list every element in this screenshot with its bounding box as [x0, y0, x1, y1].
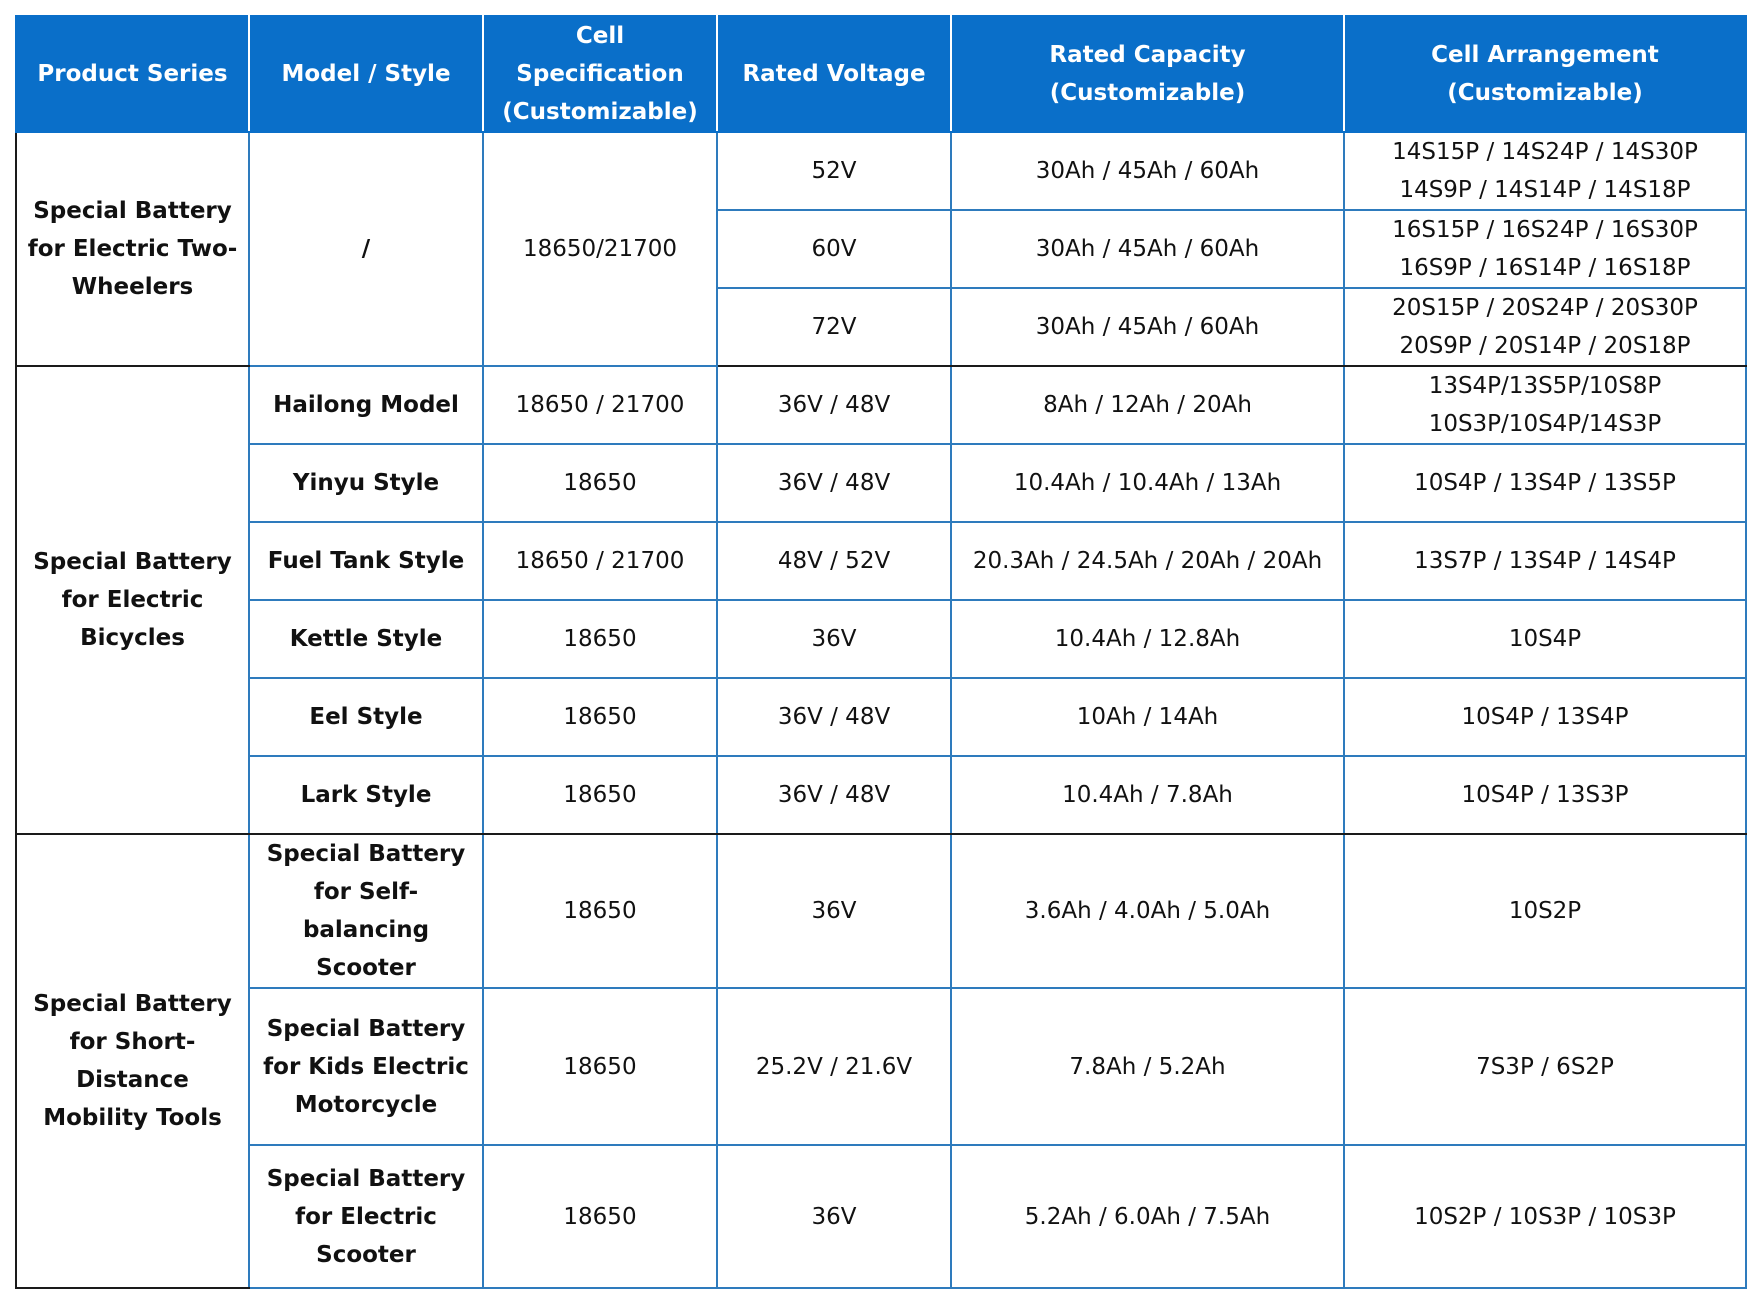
model-cell: Special Battery for Kids Electric Motorcycle [249, 988, 483, 1145]
capacity-cell: 10.4Ah / 12.8Ah [951, 600, 1344, 678]
arrangement-cell [1344, 366, 1746, 444]
header-row [16, 16, 1746, 132]
cell-spec-cell: 18650 [483, 988, 717, 1145]
arrangement-line: 14S9P / 14S14P / 14S18P [1399, 177, 1691, 203]
header-product-series: Product Series [16, 16, 249, 132]
arrangement-cell: 10S4P / 13S4P [1344, 678, 1746, 756]
capacity-cell: 7.8Ah / 5.2Ah [951, 988, 1344, 1145]
arrangement-line: 20S9P / 20S14P / 20S18P [1399, 333, 1691, 359]
cell-spec-cell: 18650 [483, 600, 717, 678]
capacity-cell: 10Ah / 14Ah [951, 678, 1344, 756]
series-cell-two-wheelers: Special Battery for Electric Two-Wheelers [16, 132, 249, 366]
cell-spec-cell: 18650 [483, 444, 717, 522]
voltage-cell: 36V / 48V [717, 444, 951, 522]
arrangement-cell: 10S4P [1344, 600, 1746, 678]
cell-spec-cell: 18650 [483, 756, 717, 834]
arrangement-line: 20S15P / 20S24P / 20S30P [1392, 295, 1698, 321]
table-row [16, 132, 1746, 210]
table-row [16, 678, 1746, 756]
cell-spec-cell: 18650 / 21700 [483, 366, 717, 444]
table-row [16, 522, 1746, 600]
model-cell: Hailong Model [249, 366, 483, 444]
voltage-cell: 36V / 48V [717, 756, 951, 834]
arrangement-line: 10S3P/10S4P/14S3P [1428, 411, 1662, 437]
arrangement-cell: 10S4P / 13S3P [1344, 756, 1746, 834]
table-row [16, 366, 1746, 444]
voltage-cell: 36V [717, 600, 951, 678]
voltage-cell: 48V / 52V [717, 522, 951, 600]
capacity-cell: 10.4Ah / 10.4Ah / 13Ah [951, 444, 1344, 522]
header-cell-arrangement: Cell Arrangement (Customizable) [1344, 16, 1746, 132]
header-rated-capacity: Rated Capacity (Customizable) [951, 16, 1344, 132]
header-rated-voltage: Rated Voltage [717, 16, 951, 132]
capacity-cell: 20.3Ah / 24.5Ah / 20Ah / 20Ah [951, 522, 1344, 600]
cell-spec-cell: 18650 [483, 1145, 717, 1288]
capacity-cell: 8Ah / 12Ah / 20Ah [951, 366, 1344, 444]
arrangement-cell: 10S2P / 10S3P / 10S3P [1344, 1145, 1746, 1288]
capacity-cell: 5.2Ah / 6.0Ah / 7.5Ah [951, 1145, 1344, 1288]
voltage-cell: 36V / 48V [717, 366, 951, 444]
capacity-cell: 30Ah / 45Ah / 60Ah [951, 288, 1344, 366]
capacity-cell: 10.4Ah / 7.8Ah [951, 756, 1344, 834]
model-cell: Fuel Tank Style [249, 522, 483, 600]
table-body [16, 132, 1746, 1288]
capacity-cell: 30Ah / 45Ah / 60Ah [951, 210, 1344, 288]
series-cell-mobility-tools: Special Battery for Short-Distance Mobility Tools [16, 834, 249, 1288]
table-row [16, 444, 1746, 522]
table-row [16, 834, 1746, 988]
cell-spec-cell: 18650/21700 [483, 132, 717, 366]
model-cell: Kettle Style [249, 600, 483, 678]
header-cell-specification: Cell Specification (Customizable) [483, 16, 717, 132]
arrangement-cell: 10S2P [1344, 834, 1746, 988]
arrangement-cell [1344, 288, 1746, 366]
cell-spec-cell: 18650 / 21700 [483, 522, 717, 600]
header-model-style: Model / Style [249, 16, 483, 132]
capacity-cell: 3.6Ah / 4.0Ah / 5.0Ah [951, 834, 1344, 988]
model-cell: Special Battery for Self-balancing Scooter [249, 834, 483, 988]
battery-spec-table [15, 15, 1747, 1289]
arrangement-line: 13S4P/13S5P/10S8P [1428, 373, 1662, 399]
model-cell: Lark Style [249, 756, 483, 834]
arrangement-cell: 7S3P / 6S2P [1344, 988, 1746, 1145]
model-cell: Special Battery for Electric Scooter [249, 1145, 483, 1288]
voltage-cell: 52V [717, 132, 951, 210]
cell-spec-cell: 18650 [483, 678, 717, 756]
arrangement-cell: 10S4P / 13S4P / 13S5P [1344, 444, 1746, 522]
arrangement-line: 16S15P / 16S24P / 16S30P [1392, 217, 1698, 243]
series-cell-bicycles: Special Battery for Electric Bicycles [16, 366, 249, 834]
table-row [16, 756, 1746, 834]
arrangement-line: 16S9P / 16S14P / 16S18P [1399, 255, 1691, 281]
cell-spec-cell: 18650 [483, 834, 717, 988]
voltage-cell: 36V / 48V [717, 678, 951, 756]
voltage-cell: 36V [717, 834, 951, 988]
voltage-cell: 72V [717, 288, 951, 366]
model-cell: Yinyu Style [249, 444, 483, 522]
voltage-cell: 25.2V / 21.6V [717, 988, 951, 1145]
table-row [16, 600, 1746, 678]
table-row [16, 988, 1746, 1145]
capacity-cell: 30Ah / 45Ah / 60Ah [951, 132, 1344, 210]
arrangement-line: 14S15P / 14S24P / 14S30P [1392, 139, 1698, 165]
model-cell: Eel Style [249, 678, 483, 756]
arrangement-cell: 13S7P / 13S4P / 14S4P [1344, 522, 1746, 600]
model-cell: / [249, 132, 483, 366]
arrangement-cell [1344, 132, 1746, 210]
table-row [16, 1145, 1746, 1288]
voltage-cell: 60V [717, 210, 951, 288]
voltage-cell: 36V [717, 1145, 951, 1288]
table-header [16, 16, 1746, 132]
arrangement-cell [1344, 210, 1746, 288]
